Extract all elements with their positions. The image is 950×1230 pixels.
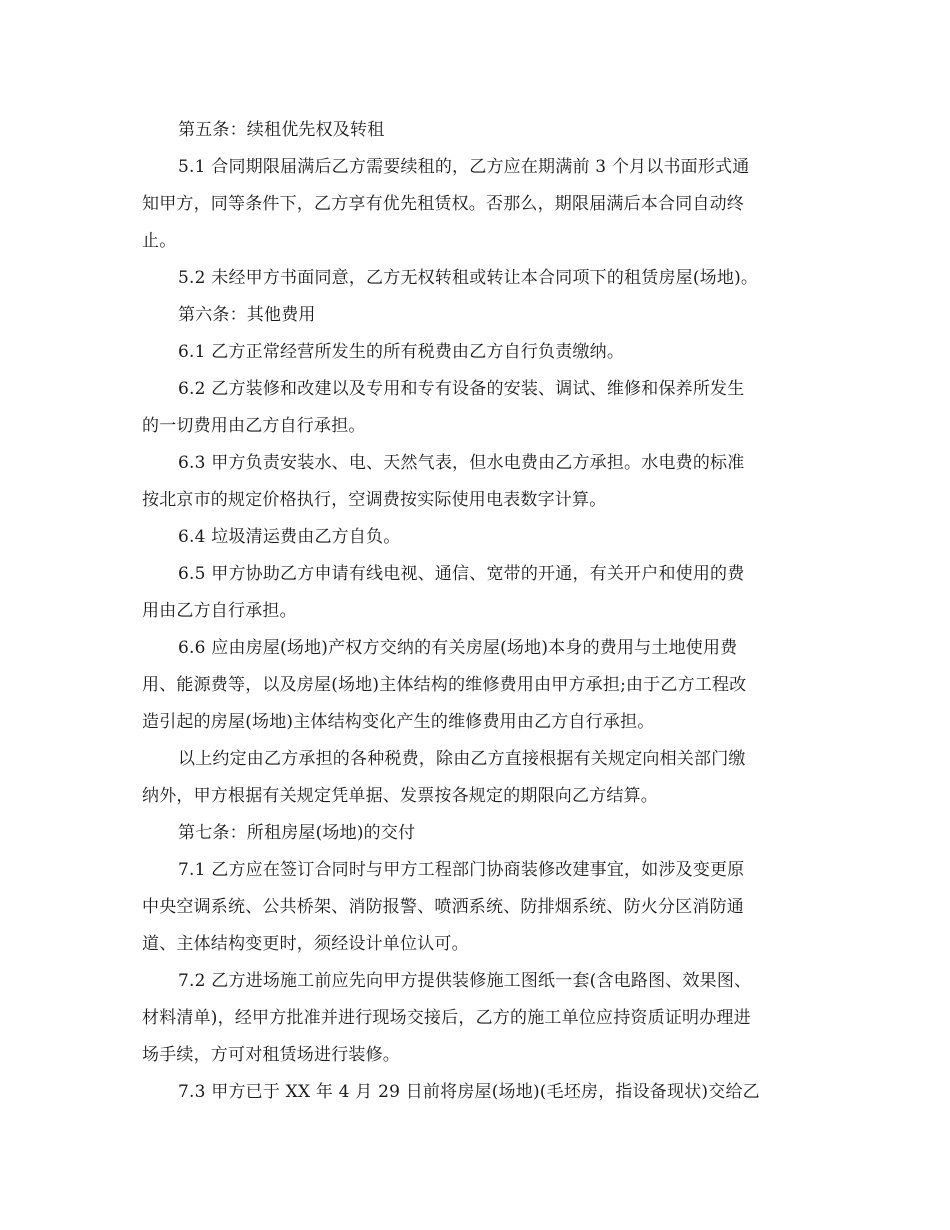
clause-5-1-line-1: 5.1 合同期限届满后乙方需要续租的，乙方应在期满前 3 个月以书面形式通 — [178, 157, 750, 177]
article-6-heading: 第六条：其他费用 — [178, 305, 316, 325]
clause-5-1-line-3: 止。 — [142, 231, 177, 251]
clause-7-2-line-3: 场手续，方可对租赁场进行装修。 — [142, 1045, 400, 1065]
tax-note-line-2: 纳外，甲方根据有关规定凭单据、发票按各规定的期限向乙方结算。 — [142, 786, 658, 806]
tax-note-line-1: 以上约定由乙方承担的各种税费，除由乙方直接根据有关规定向相关部门缴 — [178, 749, 746, 769]
clause-6-2-line-2: 的一切费用由乙方自行承担。 — [142, 416, 366, 436]
clause-6-6-line-3: 造引起的房屋(场地)主体结构变化产生的维修费用由乙方自行承担。 — [142, 712, 655, 732]
clause-7-1-line-2: 中央空调系统、公共桥架、消防报警、喷洒系统、防排烟系统、防火分区消防通 — [142, 897, 744, 917]
clause-6-2-line-1: 6.2 乙方装修和改建以及专用和专有设备的安装、调试、维修和保养所发生 — [178, 379, 745, 399]
clause-6-1-line-1: 6.1 乙方正常经营所发生的所有税费由乙方自行负责缴纳。 — [178, 342, 625, 362]
clause-6-5-line-2: 用由乙方自行承担。 — [142, 601, 297, 621]
clause-5-1-line-2: 知甲方，同等条件下，乙方享有优先租赁权。否那么，期限届满后本合同自动终 — [142, 194, 744, 214]
clause-6-3-line-2: 按北京市的规定价格执行，空调费按实际使用电表数字计算。 — [142, 490, 607, 510]
clause-7-1-line-3: 道、主体结构变更时，须经设计单位认可。 — [142, 934, 469, 954]
clause-7-2-line-1: 7.2 乙方进场施工前应先向甲方提供装修施工图纸一套(含电路图、效果图、 — [178, 971, 752, 991]
clause-7-3-line-1: 7.3 甲方已于 XX 年 4 月 29 日前将房屋(场地)(毛坯房，指设备现状)交给乙 — [178, 1082, 760, 1102]
clause-7-2-line-2: 材料清单)，经甲方批准并进行现场交接后，乙方的施工单位应持资质证明办理进 — [142, 1008, 751, 1028]
article-7-heading: 第七条：所租房屋(场地)的交付 — [178, 823, 416, 843]
clause-5-2-line-1: 5.2 未经甲方书面同意，乙方无权转租或转让本合同项下的租赁房屋(场地)。 — [178, 268, 759, 288]
clause-6-4-line-1: 6.4 垃圾清运费由乙方自负。 — [178, 527, 401, 547]
article-5-heading: 第五条：续租优先权及转租 — [178, 120, 385, 140]
clause-6-5-line-1: 6.5 甲方协助乙方申请有线电视、通信、宽带的开通，有关开户和使用的费 — [178, 564, 745, 584]
clause-6-6-line-1: 6.6 应由房屋(场地)产权方交纳的有关房屋(场地)本身的费用与土地使用费 — [178, 638, 738, 658]
clause-7-1-line-1: 7.1 乙方应在签订合同时与甲方工程部门协商装修改建事宜，如涉及变更原 — [178, 860, 745, 880]
clause-6-6-line-2: 用、能源费等，以及房屋(场地)主体结构的维修费用由甲方承担;由于乙方工程改 — [142, 675, 747, 695]
clause-6-3-line-1: 6.3 甲方负责安装水、电、天然气表，但水电费由乙方承担。水电费的标准 — [178, 453, 745, 473]
